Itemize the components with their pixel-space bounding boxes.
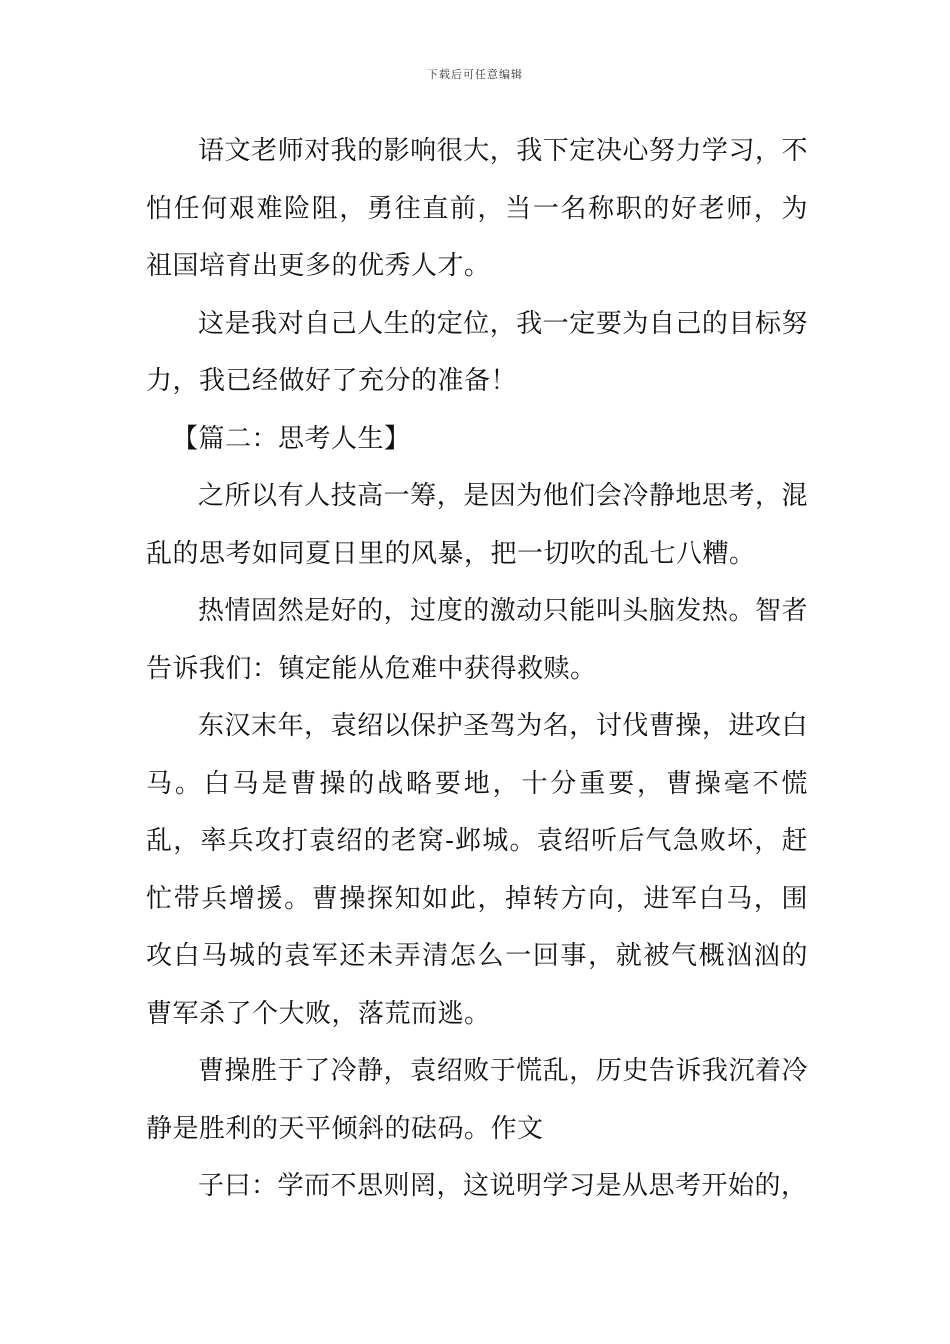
text-line: 热情固然是好的，过度的激动只能叫头脑发热。智者 (198, 596, 808, 626)
document-body (146, 123, 808, 1216)
paragraph-calm-thinking (146, 468, 808, 583)
text-line: 增援。曹操探知如此，掉转方向，进军白马，围攻白马城 (146, 883, 808, 971)
text-line: 语文老师对我的影响很大，我下定决心努力学习，不 (198, 136, 808, 166)
text-line: 乱的思考如同夏日里的风暴，把一切吹的乱七八糟。 (146, 538, 756, 569)
text-line: 率兵攻打袁绍的老窝-邺城。袁绍听后气急败坏，赶忙带兵 (146, 826, 808, 914)
text-line: 之所以有人技高一筹，是因为他们会冷静地思考，混 (198, 481, 808, 511)
text-line: 这是我对自己人生的定位，我一定要为自己的目标努 (198, 308, 808, 339)
download-note: 下载后可任意编辑 (427, 68, 523, 81)
text-line: 子曰：学而不思则罔，这说明学习是从思考开始的， (198, 1171, 808, 1201)
paragraph-history-story (146, 698, 808, 1043)
paragraph-teacher-influence (146, 123, 808, 296)
text-line: 马。白马是曹操的战略要地，十分重要，曹操毫不慌乱， (146, 768, 808, 856)
text-line: 静是胜利的天平倾斜的砝码。作文 (146, 1113, 544, 1144)
text-line: 大败，落荒而逃。 (278, 998, 491, 1029)
paragraph-life-goal (146, 296, 808, 411)
text-line: 东汉末年，袁绍以保护圣驾为名，讨伐曹操，进攻白 (198, 711, 808, 741)
paragraph-passion (146, 583, 808, 698)
text-line: 力，我已经做好了充分的准备！ (146, 366, 518, 396)
text-line: 曹操胜于了冷静，袁绍败于慌乱，历史告诉我沉着冷 (198, 1056, 808, 1086)
paragraph-conclusion (146, 1043, 808, 1158)
text-line: 告诉我们：镇定能从危难中获得救赎。 (146, 653, 597, 684)
paragraph-confucius (146, 1158, 808, 1216)
text-line: 国培育出更多的优秀人才。 (172, 251, 491, 281)
text-line: 怕任何艰难险阻，勇往直前，当一名称职的好老师，为祖 (146, 193, 808, 281)
text-line: 的袁军还未弄清怎么一回事，就被气概汹汹的曹军杀了个 (146, 941, 808, 1029)
section-heading: 【篇二：思考人生】 (172, 423, 411, 454)
